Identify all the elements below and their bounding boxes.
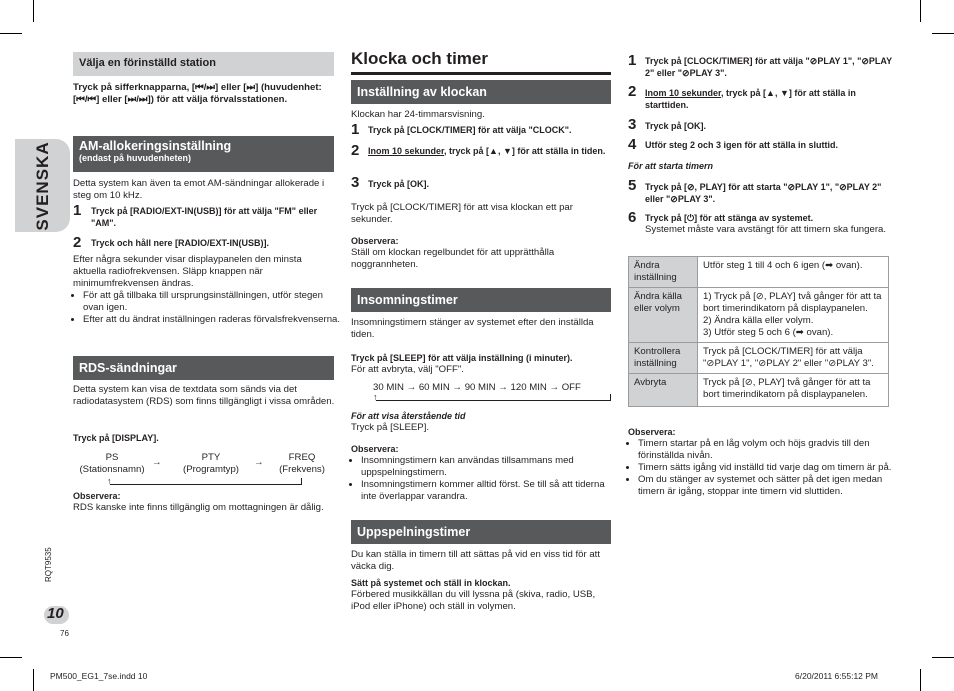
table-cell <box>698 288 889 343</box>
crop-mark <box>33 0 34 22</box>
list-item: • Insomningstimern kan användas tillsammans med uppspelningstimern. <box>361 455 611 479</box>
table-row <box>629 343 889 374</box>
clock-step2 <box>368 145 608 157</box>
rds-intro: Detta system kan visa de textdata som sänds via det radiodatasystem (RDS) som finns tillgängligt i vissa områden. <box>73 384 335 407</box>
step-number: 1 <box>628 52 637 69</box>
list-item: • Timern startar på en låg volym och höjs gradvis till den förinställda nivån. <box>638 438 900 462</box>
language-tab <box>15 139 70 232</box>
step-number: 1 <box>73 202 82 219</box>
timer-table <box>628 256 889 407</box>
flow-code: FREQ <box>288 452 316 463</box>
sleep-instruction: Tryck på [SLEEP] för att välja inställning (i minuter). <box>351 353 573 363</box>
section-heading-am <box>73 136 334 172</box>
rds-flow-item <box>272 452 332 476</box>
list-item: • Insomningstimern kommer alltid först. Se till så att tiderna inte överlappar varandra. <box>361 479 611 503</box>
step-number: 3 <box>351 174 360 191</box>
list-item: • Om du stänger av systemet och sätter på det igen medan timern är igång, stoppar inte timern vid sluttiden. <box>638 474 900 498</box>
play-prep: Förbered musikkällan du vill lyssna på (skiva, radio, USB, iPod eller iPhone) och ställ in volymen. <box>351 589 596 612</box>
arrow-up-icon: ↑ <box>373 392 378 402</box>
step-number: 2 <box>351 142 360 159</box>
page-sub-number: 76 <box>60 629 69 638</box>
crop-mark <box>33 669 34 691</box>
flow-desc: (Programtyp) <box>183 464 239 475</box>
table-row-header: Ändra inställning <box>629 257 698 288</box>
preset-instruction: Tryck på sifferknapparna, [⏮/⏭] eller [⏭] (huvudenhet: [⏮/⏮] eller [⏭/⏭]) för att välja förvalsstationen. <box>73 82 322 105</box>
step-number: 5 <box>628 177 637 194</box>
flow-arrow: → <box>254 457 264 468</box>
rds-note: RDS kanske inte finns tillgänglig om mottagningen är dålig. <box>73 502 324 513</box>
am-step2: Tryck och håll nere [RADIO/EXT-IN(USB)]. <box>91 238 270 248</box>
play-step6: Tryck på [⏻] för att stänga av systemet. <box>645 213 814 223</box>
table-cell: Tryck på [CLOCK/TIMER] för att välja "⊘PLAY 1", "⊘PLAY 2" eller "⊘PLAY 3". <box>698 343 889 374</box>
doc-code: RQT9535 <box>44 547 53 582</box>
section-heading-preset: Välja en förinställd station <box>73 52 334 76</box>
play-step4: Utför steg 2 och 3 igen för att ställa in sluttid. <box>645 140 839 150</box>
flow-arrow: → <box>152 457 162 468</box>
footer-file: PM500_EG1_7se.indd 10 <box>50 671 148 681</box>
crop-mark <box>932 33 954 34</box>
step-number: 3 <box>628 116 637 133</box>
list-item: • Efter att du ändrat inställningen raderas förvalsfrekvenserna. <box>83 314 345 326</box>
rds-flow-item <box>78 452 146 476</box>
remain-label: För att visa återstående tid <box>351 411 466 421</box>
step-text: , tryck på [▲, ▼] för att ställa in starttiden. <box>645 88 856 110</box>
clock-intro: Klockan har 24-timmarsvisning. <box>351 109 485 120</box>
crop-mark <box>0 33 22 34</box>
sleep-bullets <box>351 455 611 503</box>
table-cell: Tryck på [⊘, PLAY] två gånger för att ta bort timerindikatorn på displaypanelen. <box>698 374 889 407</box>
step-number: 1 <box>351 121 360 138</box>
table-row-header: Kontrollera inställning <box>629 343 698 374</box>
flow-desc: (Stationsnamn) <box>79 464 145 475</box>
clock-note: Ställ om klockan regelbundet för att upprätthålla noggrannheten. <box>351 247 555 270</box>
flow-desc: (Frekvens) <box>279 464 325 475</box>
play-note-label: Observera: <box>628 427 676 437</box>
table-row-header: Avbryta <box>629 374 698 407</box>
list-item: • För att gå tillbaka till ursprungsinställningen, utför stegen ovan igen. <box>83 290 345 314</box>
underlined-text: Inom 10 sekunder <box>368 146 445 156</box>
play-bullets <box>628 438 900 498</box>
page-number: 10 <box>47 605 64 622</box>
table-row-header: Ändra källa eller volym <box>629 288 698 343</box>
remain-text: Tryck på [SLEEP]. <box>351 422 430 433</box>
rds-note-label: Observera: <box>73 491 121 501</box>
section-heading-play: Uppspelningstimer <box>351 520 611 544</box>
return-arrow-line <box>376 394 611 401</box>
step-number: 4 <box>628 136 637 153</box>
crop-mark <box>920 0 921 22</box>
play-step5: Tryck på [⊘, PLAY] för att starta "⊘PLAY 1", "⊘PLAY 2" eller "⊘PLAY 3". <box>645 182 882 204</box>
table-row <box>629 257 889 288</box>
table-row <box>629 288 889 343</box>
start-timer-label: För att starta timern <box>628 161 714 171</box>
play-step2 <box>645 87 890 111</box>
underlined-text: Inom 10 sekunder <box>645 88 722 98</box>
table-cell-line: 2) Ändra källa eller volym. <box>703 315 814 326</box>
crop-mark <box>0 657 22 658</box>
section-heading-rds: RDS-sändningar <box>73 356 334 380</box>
table-cell: Utför steg 1 till 4 och 6 igen (➡ ovan). <box>698 257 889 288</box>
am-heading-text: AM-allokeringsinställning <box>79 139 232 153</box>
title-rule <box>351 72 611 75</box>
step-number: 2 <box>73 234 82 251</box>
step-number: 2 <box>628 83 637 100</box>
play-step6-sub: Systemet måste vara avstängt för att timern ska fungera. <box>645 224 887 235</box>
clock-step3: Tryck på [OK]. <box>368 179 430 189</box>
section-heading-sleep: Insomningstimer <box>351 288 611 312</box>
crop-mark <box>920 669 921 691</box>
page-title: Klocka och timer <box>351 49 488 68</box>
clock-display-info: Tryck på [CLOCK/TIMER] för att visa klockan ett par sekunder. <box>351 202 573 225</box>
table-cell-line: 3) Utför steg 5 och 6 (➡ ovan). <box>703 327 834 338</box>
play-step3: Tryck på [OK]. <box>645 121 707 131</box>
language-tab-label: SVENSKA <box>32 140 52 231</box>
crop-mark <box>932 657 954 658</box>
footer-date: 6/20/2011 6:55:12 PM <box>795 671 879 681</box>
step-number: 6 <box>628 209 637 226</box>
sleep-flow: 30 MIN → 60 MIN → 90 MIN → 120 MIN → OFF <box>373 382 581 393</box>
play-prep-bold: Sätt på systemet och ställ in klockan. <box>351 578 511 588</box>
am-step1: Tryck på [RADIO/EXT-IN(USB)] för att välja "FM" eller "AM". <box>91 206 318 228</box>
am-after: Efter några sekunder visar displaypanelen den minsta aktuella radiofrekvensen. Släpp knappen när minimumfrekvensen ändras. <box>73 254 302 289</box>
am-heading-sub: (endast på huvudenheten) <box>79 153 192 163</box>
return-arrow-line <box>110 478 302 485</box>
sleep-note-label: Observera: <box>351 444 399 454</box>
am-bullets <box>73 290 345 326</box>
table-cell-line: 1) Tryck på [⊘, PLAY] två gånger för att ta bort timerindikatorn på displaypanelen. <box>703 291 882 314</box>
arrow-up-icon: ↑ <box>107 476 112 486</box>
rds-instruction: Tryck på [DISPLAY]. <box>73 433 159 443</box>
flow-code: PTY <box>201 452 221 463</box>
section-heading-clock: Inställning av klockan <box>351 80 611 104</box>
clock-step1: Tryck på [CLOCK/TIMER] för att välja "CLOCK". <box>368 125 572 135</box>
clock-note-label: Observera: <box>351 236 399 246</box>
play-intro: Du kan ställa in timern till att sättas på vid en viss tid för att väcka dig. <box>351 549 601 572</box>
sleep-intro: Insomningstimern stänger av systemet efter den inställda tiden. <box>351 317 594 340</box>
flow-code: PS <box>105 452 119 463</box>
am-intro: Detta system kan även ta emot AM-sändningar allokerade i steg om 10 kHz. <box>73 178 325 201</box>
sleep-instruction-2: För att avbryta, välj "OFF". <box>351 364 464 375</box>
list-item: • Timern sätts igång vid inställd tid varje dag om timern är på. <box>638 462 900 474</box>
play-step1: Tryck på [CLOCK/TIMER] för att välja "⊘PLAY 1", "⊘PLAY 2" eller "⊘PLAY 3". <box>645 56 892 78</box>
rds-flow-item <box>176 452 246 476</box>
table-row <box>629 374 889 407</box>
step-text: , tryck på [▲, ▼] för att ställa in tiden. <box>444 146 606 156</box>
